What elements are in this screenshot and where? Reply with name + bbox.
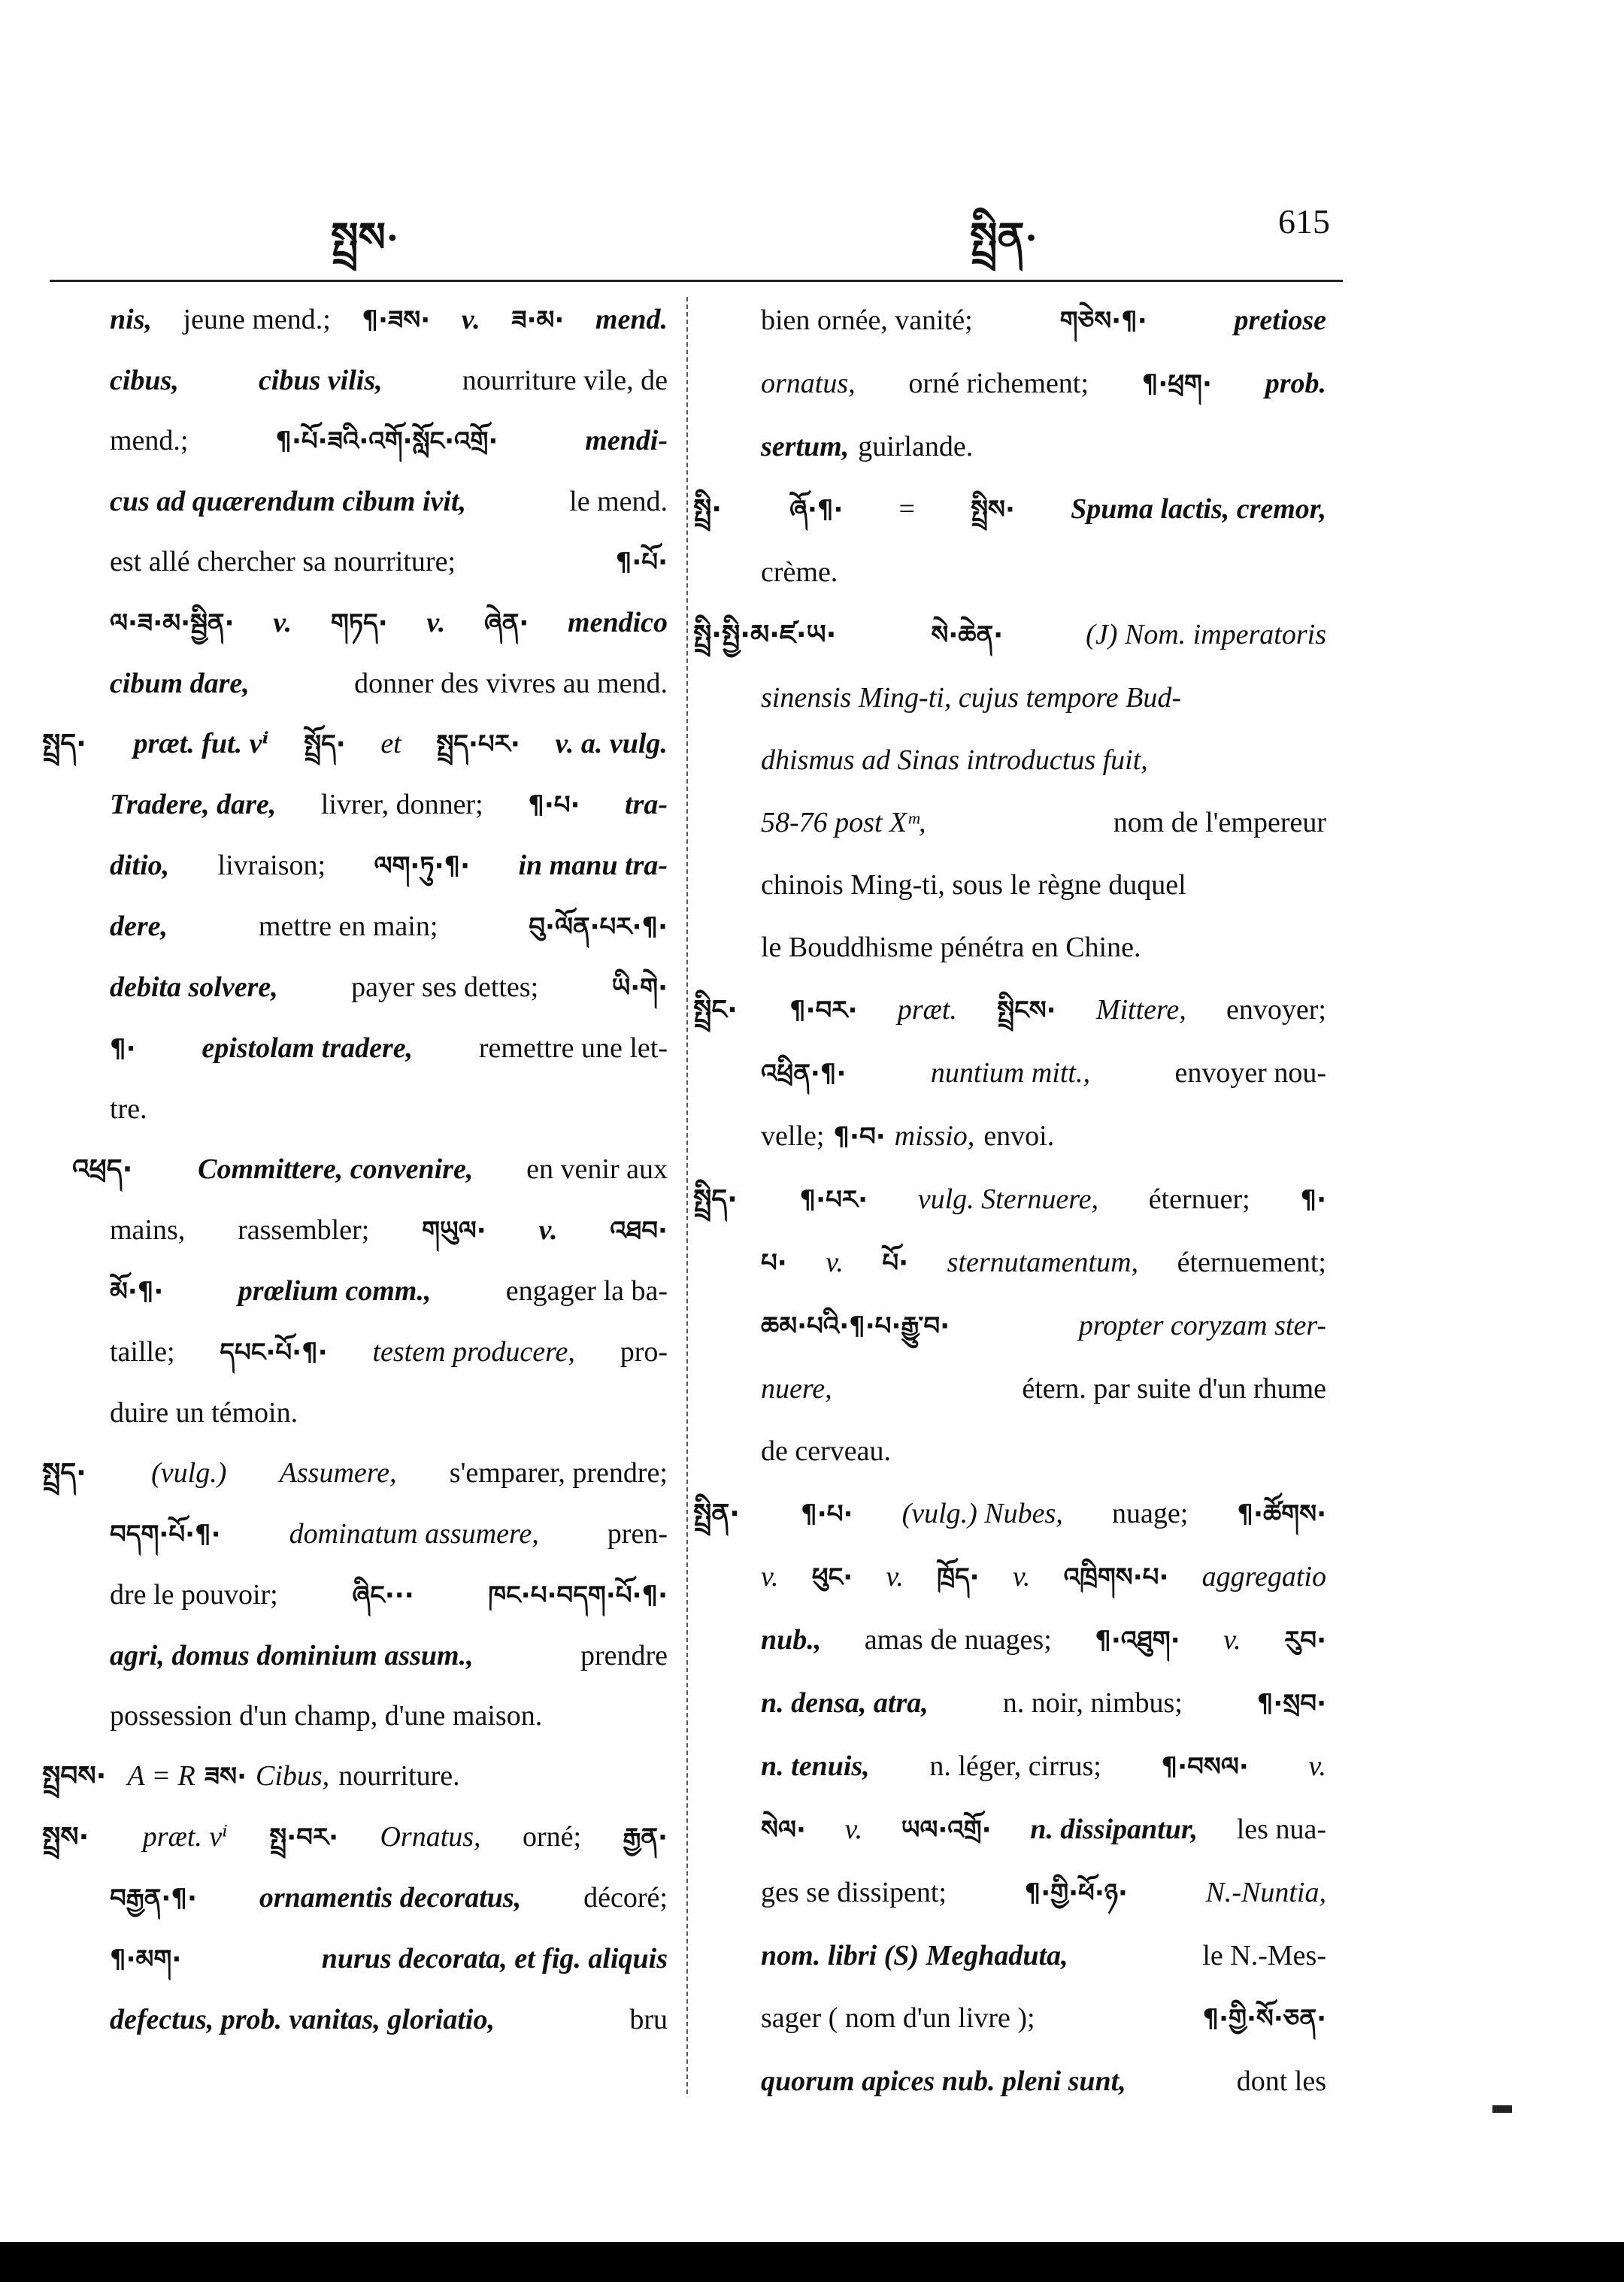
headword: སྤྲིང· (693, 995, 738, 1026)
latin-text: prob. (1265, 368, 1326, 399)
french-text: engager la ba- (505, 1275, 668, 1307)
latin-text: nis, (110, 304, 152, 335)
tibetan-text: སེལ· (761, 1815, 806, 1845)
tibetan-text: ¶·པར· (799, 1185, 868, 1215)
tibetan-text: སྤྲིངས· (997, 996, 1056, 1026)
latin-text: tra- (624, 789, 668, 820)
french-text: payer ses dettes; (351, 971, 539, 1003)
tibetan-text: རུབ· (1284, 1626, 1326, 1656)
french-text: bien ornée, vanité; (761, 305, 973, 336)
scan-mark (1492, 2105, 1512, 2113)
latin-text: Committere, convenire, (198, 1153, 474, 1185)
french-text: donner des vivres au mend. (354, 668, 668, 699)
latin-text: missio, (894, 1120, 975, 1152)
latin-text: A = R (127, 1760, 195, 1792)
french-text: prendre (580, 1640, 668, 1671)
entry-line (110, 1383, 668, 1443)
latin-text: ornatus, (761, 368, 856, 399)
entry-line (110, 1990, 668, 2050)
french-text: nuage; (1111, 1498, 1189, 1529)
french-text: le mend. (569, 486, 668, 517)
header-rule (50, 280, 1343, 282)
tibetan-text: མོ·¶· (110, 1277, 164, 1307)
entry-line-headword (42, 714, 668, 774)
french-text: tre. (110, 1093, 147, 1125)
french-text: en venir aux (526, 1153, 668, 1185)
latin-text: præt. (897, 994, 957, 1026)
latin-text: v. (761, 1561, 779, 1593)
latin-text: Mittere, (1095, 994, 1186, 1026)
entry-line (761, 1105, 1326, 1168)
tibetan-text: ¶·བསལ· (1161, 1752, 1249, 1782)
latin-text: v. (461, 304, 480, 335)
french-text: rassembler; (238, 1214, 370, 1246)
tibetan-text: སྤྲོད· (304, 729, 346, 759)
tibetan-text: ¶·གྱི·ཕོ·ཉ· (1024, 1878, 1128, 1908)
latin-text: n. tenuis, (761, 1750, 870, 1782)
running-head-right: སྤྲིན· (970, 215, 1038, 260)
latin-text: defectus, prob. vanitas, gloriatio, (110, 2004, 495, 2035)
french-text: mettre en main; (258, 911, 438, 942)
entry-line (110, 1929, 668, 1990)
entry-line-headword (42, 1807, 668, 1868)
tibetan-text: ཟས· (204, 1762, 247, 1792)
tibetan-text: ¶·པ· (801, 1499, 853, 1529)
entry-line (761, 1609, 1326, 1672)
tibetan-text: ¶·ཚོགས· (1237, 1499, 1326, 1529)
latin-text: mendi- (585, 425, 668, 456)
scan-border (0, 2242, 1624, 2282)
entry-line (110, 350, 668, 411)
latin-text: N.-Nuntia, (1205, 1877, 1326, 1908)
french-text: amas de nuages; (864, 1624, 1052, 1656)
latin-text: Spuma lactis, cremor, (1071, 493, 1326, 525)
tibetan-text: ལ·ཟ·མ·སྦྱིན· (110, 608, 235, 638)
french-text: décoré; (583, 1882, 668, 1914)
latin-text: mendico (568, 607, 668, 638)
tibetan-text: རྒྱན· (623, 1823, 668, 1853)
latin-text: v. (1223, 1624, 1241, 1656)
tibetan-text: ¶· (1300, 1185, 1326, 1215)
latin-text: propter coryzam ster- (1078, 1310, 1326, 1341)
tibetan-text: སྤྲིས· (971, 495, 1015, 525)
entry-line (761, 416, 1326, 478)
french-text: bru (629, 2004, 668, 2035)
entry-line-headword (693, 979, 1326, 1042)
entry-line-headword (693, 604, 1326, 667)
latin-text: v. (538, 1214, 558, 1246)
latin-text: v. (426, 607, 446, 638)
entry-line (110, 1868, 668, 1929)
tibetan-text: ¶·བར· (789, 996, 858, 1026)
latin-text: 58-76 post Xᵐ, (761, 807, 926, 838)
entry-line (761, 1420, 1326, 1483)
entry-line (110, 592, 668, 653)
entry-line-headword (693, 478, 1326, 541)
french-text: éternuer; (1148, 1183, 1250, 1215)
french-text: dre le pouvoir; (110, 1579, 278, 1611)
latin-text: nuntium mitt., (930, 1057, 1090, 1089)
latin-text: (vulg.) (151, 1457, 227, 1489)
french-text: taille; (110, 1336, 175, 1368)
french-text: remettre une let- (478, 1032, 668, 1064)
latin-text: v. a. vulg. (555, 728, 668, 759)
tibetan-text: ¶·མག· (110, 1944, 182, 1974)
tibetan-text: ཁྲོད· (937, 1562, 980, 1593)
entry-line (110, 411, 668, 471)
entry-line-headword (693, 1168, 1326, 1232)
headword: སྤྲབས· (42, 1761, 107, 1792)
latin-text: præt. vⁱ (142, 1821, 228, 1853)
latin-text: præt. fut. vⁱ (133, 728, 269, 759)
tibetan-text: བདག·པོ·¶· (110, 1520, 221, 1550)
entry-line-headword (42, 1746, 668, 1807)
entry-line (761, 667, 1326, 729)
french-text: éternuement; (1177, 1247, 1326, 1278)
entry-line (761, 289, 1326, 353)
entry-line-headword (693, 1483, 1326, 1546)
latin-text: ditio, (110, 850, 170, 881)
french-text: duire un témoin. (110, 1397, 298, 1429)
latin-text: n. densa, atra, (761, 1687, 929, 1719)
latin-text: v. (273, 607, 292, 638)
entry-line (761, 1358, 1326, 1420)
latin-text: Cibus, (255, 1760, 330, 1792)
left-column (42, 289, 668, 2050)
latin-text: v. (826, 1247, 844, 1278)
latin-text: vulg. Sternuere, (917, 1183, 1098, 1215)
entry-line (761, 1735, 1326, 1799)
french-text: envoyer; (1226, 994, 1326, 1026)
latin-text: dominatum assumere, (289, 1518, 539, 1550)
entry-line (110, 1565, 668, 1626)
entry-line (761, 792, 1326, 854)
entry-line (110, 1200, 668, 1261)
tibetan-text: ཞིང··· (352, 1580, 414, 1611)
tibetan-text: ཞེན· (483, 608, 529, 638)
entry-line (761, 1987, 1326, 2050)
french-text: = (898, 493, 915, 525)
latin-text: mend. (595, 304, 668, 335)
french-text: dont les (1236, 2065, 1326, 2097)
french-text: chinois Ming-ti, sous le règne duquel (761, 869, 1186, 901)
latin-text: nuere, (761, 1373, 832, 1405)
entry-line (761, 1925, 1326, 1987)
french-text: nourriture. (338, 1760, 460, 1792)
headword: སྤྲིད· (693, 1184, 738, 1215)
tibetan-text: འཁྲིགས·པ· (1063, 1562, 1169, 1593)
entry-line (761, 1546, 1326, 1609)
tibetan-text: ཞོ·¶· (789, 495, 844, 525)
french-text: n. noir, nimbus; (1002, 1687, 1183, 1719)
latin-text: v. (1012, 1561, 1031, 1593)
french-text: orné; (522, 1821, 582, 1853)
tibetan-text: ¶·པོ· (615, 547, 668, 577)
latin-text: testem producere, (372, 1336, 575, 1368)
entry-line (761, 917, 1326, 979)
tibetan-text: ཁང·པ·བདག·པོ·¶· (488, 1580, 668, 1611)
headword: སྤྲི·སྤྱི·མ·ཛ·ཡ· (693, 620, 837, 650)
headword: འཕྲད· (72, 1154, 133, 1185)
french-text: est allé chercher sa nourriture; (110, 546, 456, 577)
entry-line (110, 471, 668, 532)
french-text: n. léger, cirrus; (929, 1750, 1101, 1782)
latin-text: (vulg.) Nubes, (901, 1498, 1063, 1529)
latin-text: dere, (110, 911, 168, 942)
latin-text: quorum apices nub. pleni sunt, (761, 2065, 1126, 2097)
entry-line (110, 1626, 668, 1686)
page-number: 615 (1278, 202, 1330, 241)
entry-line (761, 1232, 1326, 1295)
tibetan-text: སྤྲད·པར· (436, 729, 520, 759)
latin-text: et (380, 728, 401, 759)
entry-line (110, 1261, 668, 1322)
latin-text: cus ad quærendum cibum ivit, (110, 486, 466, 517)
latin-text: v. (886, 1561, 904, 1593)
tibetan-text: པོ· (882, 1248, 909, 1278)
tibetan-text: ཕུང· (811, 1562, 853, 1593)
french-text: étern. par suite d'un rhume (1022, 1373, 1326, 1405)
latin-text: v. (1308, 1750, 1326, 1782)
entry-line (110, 532, 668, 592)
latin-text: Assumere, (279, 1457, 397, 1489)
entry-line (761, 729, 1326, 792)
tibetan-text: ཡལ·འགྲོ· (901, 1815, 992, 1845)
tibetan-text: པ· (761, 1248, 787, 1278)
latin-text: agri, domus dominium assum., (110, 1640, 474, 1671)
french-text: crème. (761, 556, 838, 588)
running-head-left: སྤྲས· (331, 215, 399, 260)
latin-text: pretiose (1234, 305, 1326, 336)
entry-line (761, 1672, 1326, 1735)
french-text: livrer, donner; (320, 789, 483, 820)
french-text: orné richement; (908, 368, 1089, 399)
latin-text: Ornatus, (380, 1821, 481, 1853)
tibetan-text: ¶·བ· (833, 1122, 886, 1152)
tibetan-text: ¶· (110, 1034, 136, 1064)
french-text: nourriture vile, de (462, 365, 668, 396)
french-text: sager ( nom d'un livre ); (761, 2002, 1035, 2034)
latin-text: debita solvere, (110, 971, 278, 1003)
tibetan-text: གཡུལ· (422, 1216, 486, 1246)
latin-text: nom. libri (S) Meghaduta, (761, 1940, 1068, 1971)
tibetan-text: ¶·ཕྲག· (1141, 369, 1212, 399)
latin-text: prœlium comm., (238, 1275, 432, 1307)
tibetan-text: སེ·ཆེན· (931, 620, 1004, 650)
headword: སྤྲད· (42, 1458, 86, 1489)
entry-line (110, 653, 668, 714)
french-text: mains, (110, 1214, 186, 1246)
latin-text: dhismus ad Sinas introductus fuit, (761, 744, 1148, 776)
latin-text: n. dissipantur, (1030, 1814, 1198, 1845)
french-text: de cerveau. (761, 1435, 891, 1467)
tibetan-text: དཔང·པོ·¶· (220, 1338, 328, 1368)
tibetan-text: ¶·འཐུག· (1095, 1626, 1180, 1656)
latin-text: Tradere, dare, (110, 789, 277, 820)
tibetan-text: ཡི·གེ· (611, 973, 668, 1003)
tibetan-text: ¶·གྱི·སོ·ཅན· (1202, 2004, 1326, 2034)
entry-line (761, 2050, 1326, 2113)
latin-text: nub., (761, 1624, 822, 1656)
tibetan-text: ཆམ·པའི·¶·པ·རྒྱུ་བ· (761, 1311, 950, 1341)
right-column (693, 289, 1326, 2113)
latin-text: aggregatio (1201, 1561, 1326, 1593)
entry-line (110, 1322, 668, 1383)
entry-line (761, 854, 1326, 917)
entry-line-headword (72, 1139, 668, 1200)
entry-line (110, 774, 668, 835)
tibetan-text: འཕྲིན·¶· (761, 1059, 847, 1089)
tibetan-text: ¶·པོ·ཟའི·འགོ·སློང·འགྲོ· (275, 426, 498, 456)
french-text: mend.; (110, 425, 189, 456)
french-text: les nua- (1236, 1814, 1326, 1845)
tibetan-text: བུ·ལོན·པར·¶· (529, 912, 668, 942)
entry-line-headword (42, 1443, 668, 1504)
column-divider (686, 297, 688, 2094)
french-text: envoyer nou- (1174, 1057, 1326, 1089)
tibetan-text: འཐབ· (610, 1216, 668, 1246)
entry-line (110, 957, 668, 1018)
entry-line (761, 541, 1326, 604)
french-text: guirlande. (858, 431, 974, 462)
entry-line (761, 1295, 1326, 1358)
french-text: ges se dissipent; (761, 1877, 947, 1908)
french-text: possession d'un champ, d'une maison. (110, 1700, 543, 1732)
latin-text: epistolam tradere, (201, 1032, 414, 1064)
tibetan-text: ལག·ཏུ·¶· (374, 851, 471, 881)
latin-text: cibum dare, (110, 668, 250, 699)
latin-text: in manu tra- (518, 850, 668, 881)
entry-line (110, 1018, 668, 1079)
entry-line (110, 1686, 668, 1746)
latin-text: sertum, (761, 431, 850, 462)
entry-line (110, 835, 668, 896)
headword: སྤྲི· (693, 494, 722, 525)
latin-text: cibus vilis, (258, 365, 383, 396)
entry-line (110, 896, 668, 957)
french-text: le Bouddhisme pénétra en Chine. (761, 932, 1141, 963)
tibetan-text: ¶·སྲབ· (1256, 1689, 1326, 1719)
latin-text: cibus, (110, 365, 179, 396)
entry-line (110, 1079, 668, 1139)
latin-text: ornamentis decoratus, (259, 1882, 522, 1914)
latin-text: sinensis Ming-ti, cujus tempore Bud- (761, 682, 1182, 714)
latin-text: nurus decorata, et fig. aliquis (321, 1943, 668, 1974)
headword: སྤྲད· (42, 729, 86, 759)
french-text: pren- (607, 1518, 668, 1550)
headword: སྤྲིན· (693, 1499, 740, 1529)
french-text: jeune mend.; (183, 304, 331, 335)
tibetan-text: སྤྲ·བར· (269, 1823, 339, 1853)
french-text: livraison; (217, 850, 326, 881)
french-text: velle; (761, 1120, 825, 1152)
headword: སྤྲས· (42, 1822, 89, 1853)
tibetan-text: ཟ·མ· (511, 305, 565, 335)
french-text: envoi. (983, 1120, 1055, 1152)
entry-line (761, 1042, 1326, 1105)
latin-text: sternutamentum, (947, 1247, 1139, 1278)
entry-line (110, 1504, 668, 1565)
french-text: nom de l'empereur (1113, 807, 1326, 838)
latin-text: v. (844, 1814, 863, 1845)
tibetan-text: བརྒྱན·¶· (110, 1883, 197, 1914)
french-text: s'emparer, prendre; (449, 1457, 668, 1489)
tibetan-text: ¶·ཟས· (362, 305, 431, 335)
latin-text: (J) Nom. imperatoris (1086, 619, 1326, 650)
tibetan-text: གཏད· (330, 608, 388, 638)
entry-line (761, 1862, 1326, 1925)
entry-line (761, 353, 1326, 416)
french-text: le N.-Mes- (1202, 1940, 1326, 1971)
tibetan-text: གཅེས·¶· (1059, 306, 1147, 336)
entry-line (761, 1799, 1326, 1862)
entry-line (110, 289, 668, 350)
tibetan-text: ¶·པ· (528, 790, 580, 820)
french-text: pro- (620, 1336, 668, 1368)
